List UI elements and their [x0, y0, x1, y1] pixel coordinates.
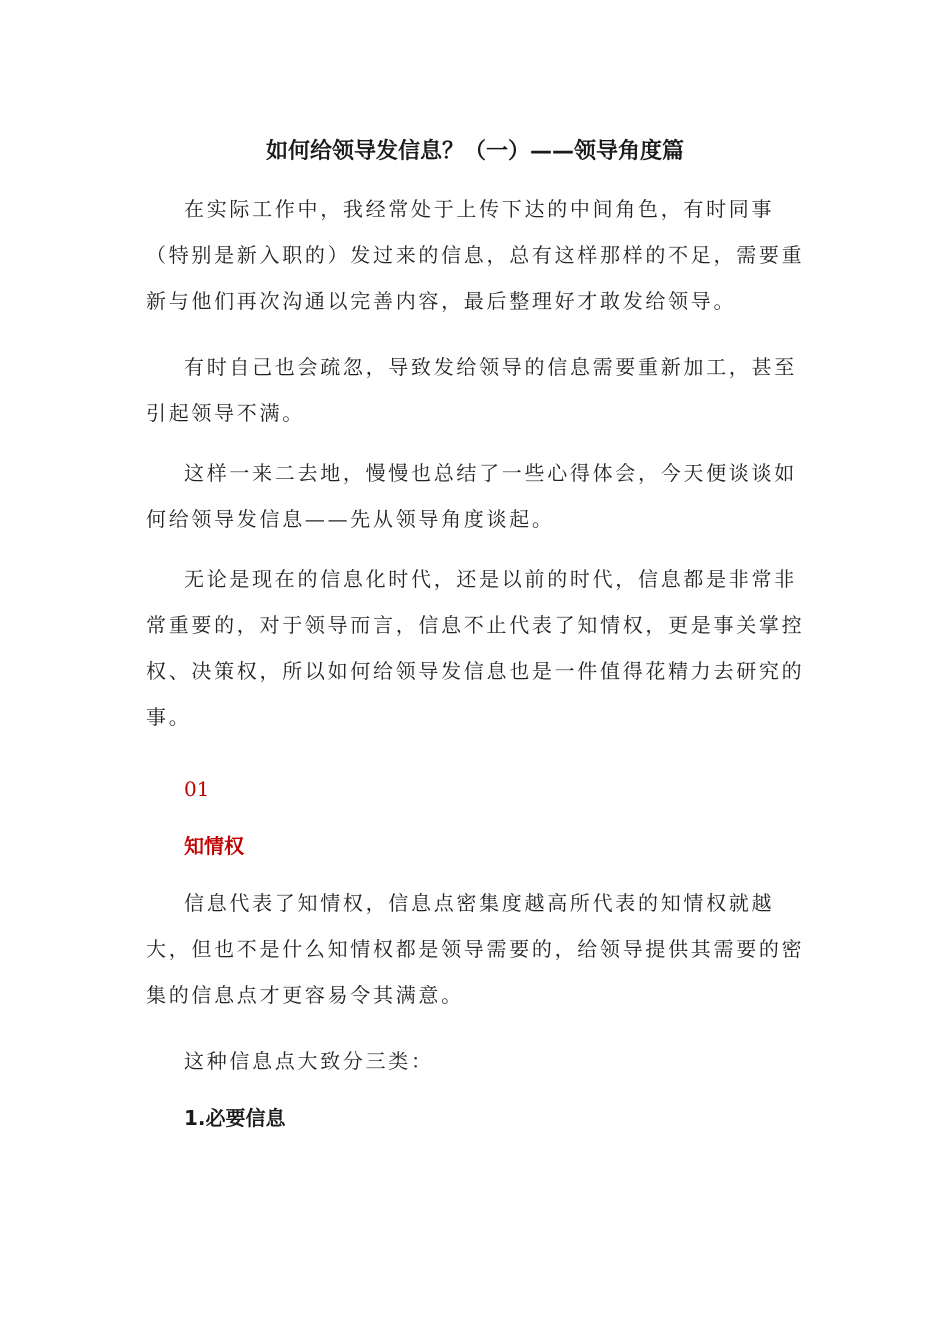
subheading-necessary-info: 1.必要信息	[184, 1106, 286, 1130]
paragraph-categories: 这种信息点大致分三类：	[184, 1049, 434, 1073]
document-title: 如何给领导发信息？（一）——领导角度篇	[265, 139, 684, 164]
paragraph-intro: 在实际工作中，我经常处于上传下达的中间角色，有时同事（特别是新入职的）发过来的信息，总有这样那样的不足，需要重新与他们再次沟通以完善内容，最后整理好才敢发给领导。	[146, 197, 805, 313]
section-title: 知情权	[184, 834, 244, 858]
paragraph-negligence: 有时自己也会疏忽，导致发给领导的信息需要重新加工，甚至引起领导不满。	[146, 355, 797, 425]
paragraph-importance: 无论是现在的信息化时代，还是以前的时代，信息都是非常非常重要的，对于领导而言，信息不止代表了知情权，更是事关掌控权、决策权，所以如何给领导发信息也是一件值得花精力去研究的事。	[146, 567, 805, 729]
section-number: 01	[184, 777, 210, 801]
paragraph-experience: 这样一来二去地，慢慢也总结了一些心得体会，今天便谈谈如何给领导发信息——先从领导角度谈起。	[146, 461, 797, 531]
paragraph-right-to-know: 信息代表了知情权，信息点密集度越高所代表的知情权就越大，但也不是什么知情权都是领导需要的，给领导提供其需要的密集的信息点才更容易令其满意。	[146, 891, 805, 1007]
